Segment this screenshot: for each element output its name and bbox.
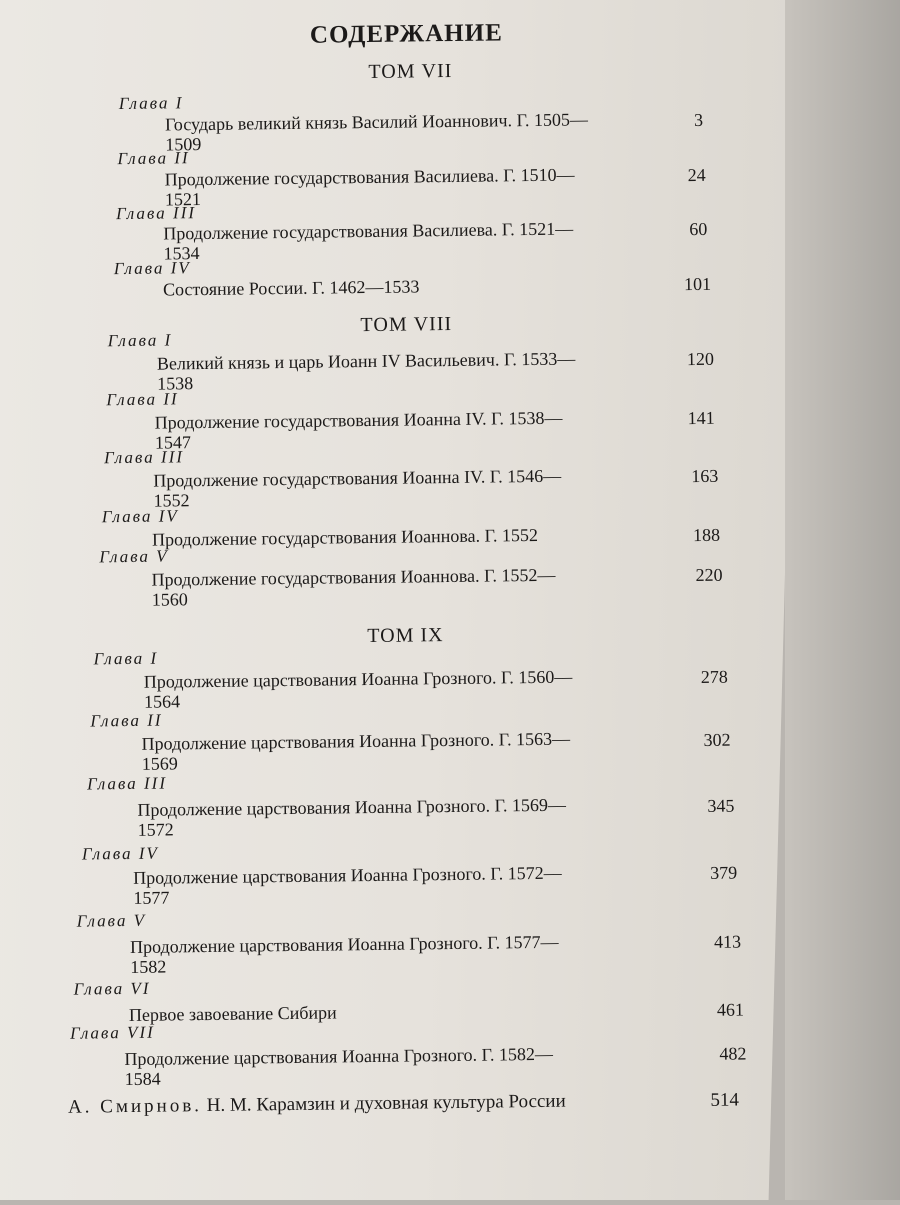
- chapter-title-line: Продолжение царствования Иоанна Грозного. Г. 1582—: [124, 1043, 554, 1070]
- chapter-title-line: 1538: [157, 373, 194, 394]
- chapter-title-line: Продолжение царствования Иоанна Грозного. Г. 1560—: [143, 666, 573, 692]
- page-number: 3: [693, 109, 704, 131]
- chapter-label: Глава VI: [73, 978, 151, 999]
- chapter-label: Глава V: [99, 546, 169, 567]
- chapter-title-line: 1577: [133, 887, 170, 908]
- volume-heading: ТОМ VIII: [360, 312, 453, 337]
- chapter-title-line: Продолжение государствования Иоаннова. Г. 1552—: [151, 564, 556, 590]
- page-number: 413: [713, 931, 742, 952]
- chapter-label: Глава IV: [81, 843, 159, 864]
- page-title: СОДЕРЖАНИЕ: [309, 19, 503, 49]
- page-number: 220: [695, 564, 723, 586]
- chapter-label: Глава II: [106, 389, 179, 410]
- chapter-title: [144, 666, 644, 712]
- afterword-entry: [68, 1091, 566, 1119]
- chapter-label: Глава II: [90, 710, 163, 731]
- chapter-title: [163, 217, 663, 263]
- chapter-title-line: Продолжение государствования Василиева. Г. 1521—: [163, 218, 574, 244]
- chapter-title-line: Продолжение государствования Иоанна IV. Г. 1538—: [154, 407, 563, 433]
- chapter-label: Глава II: [117, 148, 190, 169]
- chapter-title: [157, 347, 657, 393]
- chapter-title-line: Первое завоевание Сибири: [128, 1002, 337, 1025]
- page-number: 482: [719, 1043, 747, 1064]
- chapter-title-line: 1547: [154, 432, 192, 453]
- chapter-title: [130, 931, 630, 977]
- chapter-title-line: Состояние России. Г. 1462—1533: [162, 276, 420, 300]
- chapter-title-line: 1564: [143, 691, 181, 712]
- afterword-title: Н. М. Карамзин и духовная культура России: [206, 1090, 566, 1117]
- page-number: 141: [687, 407, 715, 429]
- chapter-label: Глава III: [86, 773, 168, 794]
- volume-heading: ТОМ IX: [367, 624, 444, 648]
- chapter-title-line: 1552: [153, 490, 190, 511]
- page-number: 24: [687, 164, 706, 186]
- chapter-title: [129, 999, 629, 1025]
- chapter-title: [155, 407, 655, 453]
- chapter-label: Глава III: [115, 203, 197, 224]
- chapter-title-line: 1584: [124, 1068, 161, 1090]
- chapter-title-line: Продолжение царствования Иоанна Грозного. Г. 1572—: [133, 862, 562, 888]
- chapter-title-line: Продолжение царствования Иоанна Грозного. Г. 1563—: [141, 728, 571, 754]
- chapter-title-line: 1534: [163, 243, 200, 264]
- chapter-title-line: 1509: [165, 134, 202, 155]
- chapter-title-line: 1572: [137, 819, 174, 840]
- chapter-label: Глава I: [118, 93, 184, 114]
- chapter-title: [165, 108, 665, 154]
- chapter-title-line: Продолжение государствования Василиева. Г. 1510—: [164, 164, 575, 190]
- chapter-title: [153, 465, 653, 511]
- chapter-title-line: 1521: [164, 189, 202, 210]
- page-number: 120: [686, 348, 715, 370]
- chapter-label: Глава V: [76, 910, 147, 931]
- chapter-label: Глава IV: [101, 506, 179, 527]
- chapter-title: [165, 163, 665, 209]
- chapter-title-line: Великий князь и царь Иоанн IV Васильевич. Г. 1533—: [156, 348, 576, 374]
- chapter-label: Глава I: [93, 648, 159, 669]
- chapter-title: [133, 862, 633, 908]
- page-number: 163: [691, 465, 719, 487]
- page-number: 461: [716, 999, 744, 1020]
- chapter-title: [151, 564, 651, 610]
- page-number: 514: [710, 1089, 740, 1111]
- page-number: 278: [700, 666, 728, 687]
- chapter-title: [163, 273, 663, 299]
- chapter-title-line: Продолжение государствования Иоанна IV. Г. 1546—: [153, 465, 562, 491]
- page-number: 379: [710, 862, 738, 883]
- chapter-label: Глава VII: [69, 1022, 155, 1043]
- chapter-title-line: 1569: [141, 753, 178, 774]
- chapter-title: [141, 728, 641, 774]
- chapter-label: Глава I: [107, 330, 173, 351]
- chapter-label: Глава IV: [113, 258, 191, 279]
- chapter-title: [124, 1043, 624, 1089]
- chapter-title: [152, 524, 652, 550]
- chapter-title: [137, 794, 637, 840]
- page-number: 302: [703, 729, 731, 750]
- page-number: 101: [683, 273, 712, 295]
- chapter-title-line: Государь великий князь Василий Иоаннович. Г. 1505—: [164, 109, 589, 135]
- chapter-title-line: Продолжение царствования Иоанна Грозного. Г. 1569—: [137, 794, 567, 820]
- afterword-author: А. Смирнов.: [67, 1095, 203, 1118]
- page-number: 188: [692, 524, 721, 546]
- volume-heading: ТОМ VII: [368, 59, 453, 83]
- page-number: 60: [689, 218, 708, 240]
- chapter-title-line: 1582: [130, 956, 167, 977]
- chapter-title-line: Продолжение государствования Иоаннова. Г. 1552: [151, 524, 539, 550]
- chapter-title-line: Продолжение царствования Иоанна Грозного. Г. 1577—: [129, 931, 559, 957]
- page-number: 345: [707, 795, 735, 816]
- chapter-label: Глава III: [103, 447, 185, 468]
- chapter-title-line: 1560: [151, 589, 188, 610]
